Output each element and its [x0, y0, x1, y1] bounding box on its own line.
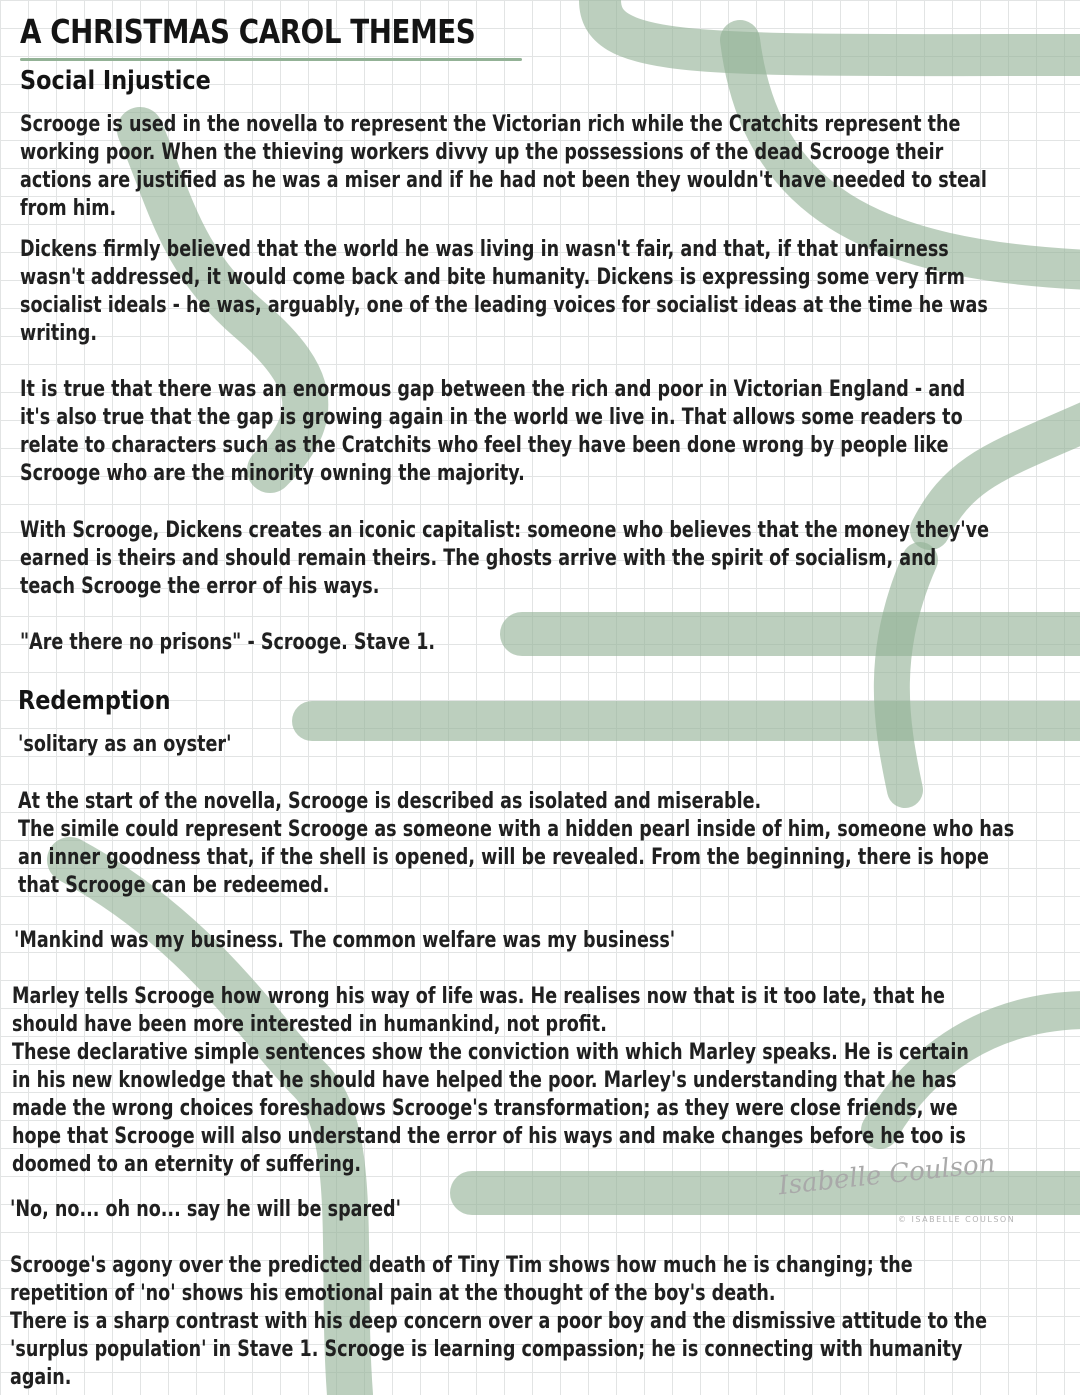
social-paragraph-2 — [20, 235, 1034, 347]
text-line: in his new knowledge that he should have helped the poor. Marley's understanding that he has — [12, 1067, 957, 1093]
text-line: repetition of 'no' shows his emotional pain at the thought of the boy's death. — [10, 1280, 776, 1306]
author-copyright: © ISABELLE COULSON — [898, 1215, 1016, 1224]
text-line: Scrooge who are the minority owning the majority. — [20, 460, 525, 486]
text-line: There is a sharp contrast with his deep concern over a poor boy and the dismissive attitude to the — [10, 1308, 988, 1334]
text-line: Dickens firmly believed that the world he was living in wasn't fair, and that, if that unfairness — [20, 236, 949, 262]
text-line: an inner goodness that, if the shell is opened, will be revealed. From the beginning, there is hope — [18, 844, 989, 870]
title-underline — [20, 58, 522, 61]
quote-oyster: 'solitary as an oyster' — [18, 731, 232, 757]
text-line: it's also true that the gap is growing again in the world we live in. That allows some readers to — [20, 404, 963, 430]
text-line: At the start of the novella, Scrooge is described as isolated and miserable. — [18, 788, 762, 814]
page-title: A CHRISTMAS CAROL THEMES — [20, 12, 476, 51]
text-line: doomed to an eternity of suffering. — [12, 1151, 362, 1177]
text-line: from him. — [20, 195, 117, 221]
text-line: working poor. When the thieving workers divvy up the possessions of the dead Scrooge their — [20, 139, 944, 165]
redemption-paragraph-2 — [12, 982, 1026, 1178]
text-line: socialist ideals - he was, arguably, one of the leading voices for socialist ideas at the time he was — [20, 292, 988, 318]
text-line: Marley tells Scrooge how wrong his way of life was. He realises now that is it too late, that he — [12, 983, 945, 1009]
quote-mankind: 'Mankind was my business. The common welfare was my business' — [14, 927, 676, 953]
text-line: hope that Scrooge will also understand the error of his ways and make changes before he too is — [12, 1123, 966, 1149]
text-line: earned is theirs and should remain theirs. The ghosts arrive with the spirit of socialism, and — [20, 545, 937, 571]
redemption-paragraph-1 — [18, 787, 1032, 899]
redemption-paragraph-3 — [10, 1251, 1024, 1391]
text-line: Scrooge is used in the novella to represent the Victorian rich while the Cratchits represent the — [20, 111, 961, 137]
heading-redemption: Redemption — [18, 686, 171, 716]
text-line: actions are justified as he was a miser and if he had not been they wouldn't have needed to steal — [20, 167, 987, 193]
text-line: It is true that there was an enormous gap between the rich and poor in Victorian England - and — [20, 376, 966, 402]
social-paragraph-4 — [20, 516, 1034, 600]
text-line: writing. — [20, 320, 98, 346]
text-line: 'surplus population' in Stave 1. Scrooge is learning compassion; he is connecting with humanity — [10, 1336, 963, 1362]
heading-social-injustice: Social Injustice — [20, 66, 211, 96]
social-paragraph-1 — [20, 110, 1034, 222]
text-line: again. — [10, 1364, 72, 1390]
quote-spared: 'No, no... oh no... say he will be spared' — [10, 1196, 401, 1222]
text-line: The simile could represent Scrooge as someone with a hidden pearl inside of him, someone who has — [18, 816, 1015, 842]
text-line: should have been more interested in humankind, not profit. — [12, 1011, 607, 1037]
author-signature: Isabelle Coulson — [777, 1148, 997, 1202]
text-line: Scrooge's agony over the predicted death of Tiny Tim shows how much he is changing; the — [10, 1252, 913, 1278]
text-line: With Scrooge, Dickens creates an iconic capitalist: someone who believes that the money they've — [20, 517, 990, 543]
text-line: made the wrong choices foreshadows Scrooge's transformation; as they were close friends, we — [12, 1095, 958, 1121]
quote-prisons: "Are there no prisons" - Scrooge. Stave 1. — [20, 629, 436, 655]
text-line: wasn't addressed, it would come back and bite humanity. Dickens is expressing some very firm — [20, 264, 965, 290]
text-line: that Scrooge can be redeemed. — [18, 872, 330, 898]
text-line: relate to characters such as the Cratchits who feel they have been done wrong by people like — [20, 432, 949, 458]
text-line: These declarative simple sentences show the conviction with which Marley speaks. He is certain — [12, 1039, 969, 1065]
text-line: teach Scrooge the error of his ways. — [20, 573, 380, 599]
social-paragraph-3 — [20, 375, 1034, 487]
